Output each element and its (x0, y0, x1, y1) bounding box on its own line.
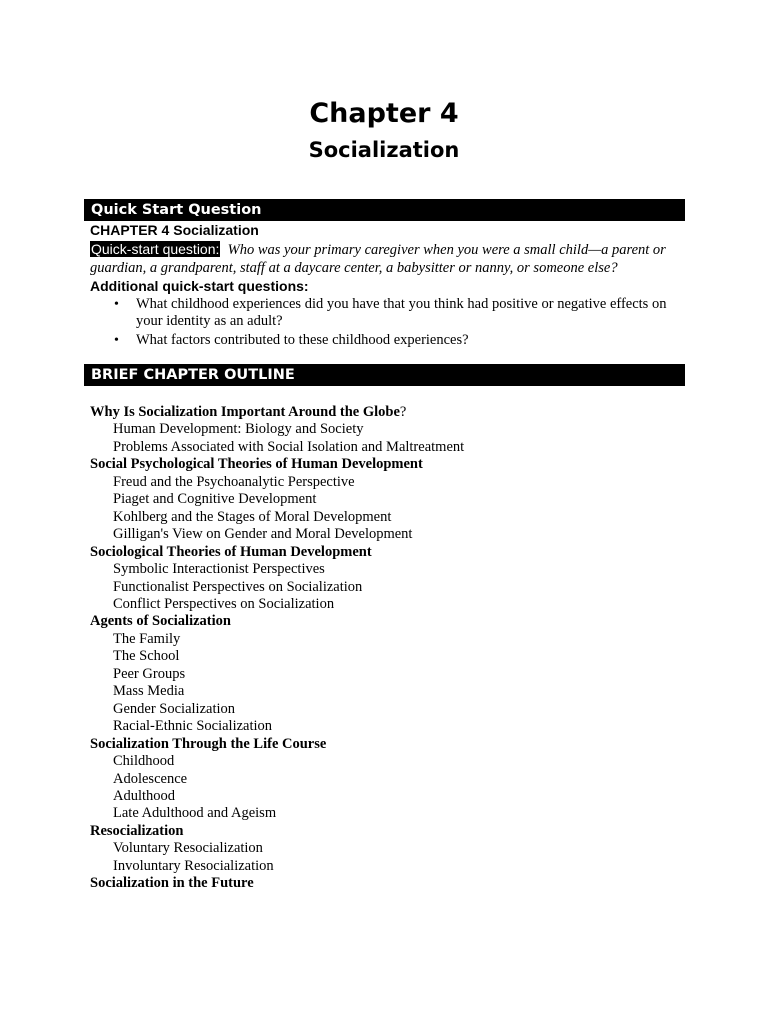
outline-item: Human Development: Biology and Society (113, 421, 364, 438)
outline-item: Mass Media (113, 683, 185, 700)
outline-item: Late Adulthood and Ageism (113, 805, 277, 822)
outline-item: Functionalist Perspectives on Socialization (113, 578, 363, 595)
outline-item: Conflict Perspectives on Socialization (113, 595, 335, 612)
outline-item: Adolescence (113, 770, 188, 787)
chapter-title: Chapter 4 (309, 98, 459, 129)
chapter-subtitle: Socialization (308, 138, 460, 162)
outline-section-heading: Socialization Through the Life Course (90, 735, 327, 752)
additional-questions-list (90, 296, 690, 349)
outline-section-heading: Agents of Socialization (90, 613, 231, 630)
list-item (90, 296, 690, 330)
quick-start-question-text: Who was your primary caregiver when you were a small child—a parent or guardian, a grandparent, staff at a daycare center, a babysitter or nanny, or someone else? (90, 242, 666, 276)
list-item (90, 332, 690, 349)
outline-section-heading: Socialization in the Future (90, 875, 254, 892)
outline-item: Childhood (113, 753, 175, 770)
outline-item: The School (113, 648, 180, 665)
bullet-icon: • (114, 297, 119, 312)
outline-item: Peer Groups (113, 665, 186, 682)
outline-item: The Family (113, 630, 181, 647)
outline-item: Freud and the Psychoanalytic Perspective (113, 473, 355, 490)
bullet-icon: • (114, 333, 119, 348)
outline-item: Kohlberg and the Stages of Moral Development (113, 508, 392, 525)
quick-start-label: Quick-start question: (91, 241, 220, 257)
quick-start-question (90, 240, 690, 277)
additional-questions-heading: Additional quick-start questions: (90, 278, 309, 294)
bullet-text: What childhood experiences did you have that you think had positive or negative effects on your identity as an adult? (136, 296, 667, 329)
quick-start-section (90, 221, 690, 351)
quick-start-chapter-heading: CHAPTER 4 Socialization (90, 222, 259, 238)
outline-section-heading: Social Psychological Theories of Human Development (90, 456, 423, 473)
outline-item: Voluntary Resocialization (113, 840, 263, 857)
outline-item: Involuntary Resocialization (113, 857, 274, 874)
outline-item: Adulthood (113, 787, 176, 804)
outline-item: Piaget and Cognitive Development (113, 491, 317, 508)
outline-item: Racial-Ethnic Socialization (113, 718, 273, 735)
outline-item: Symbolic Interactionist Perspectives (113, 561, 325, 578)
outline-section-heading: Sociological Theories of Human Development (90, 543, 372, 560)
quick-start-bar: Quick Start Question (84, 199, 685, 221)
outline-item: Problems Associated with Social Isolation and Maltreatment (113, 438, 465, 455)
outline-section-heading: Why Is Socialization Important Around the Globe? (90, 404, 407, 420)
outline-item: Gilligan's View on Gender and Moral Development (113, 526, 413, 543)
chapter-outline-bar: BRIEF CHAPTER OUTLINE (84, 364, 685, 386)
bullet-text: What factors contributed to these childhood experiences? (136, 332, 469, 348)
outline-section-heading: Resocialization (90, 822, 184, 839)
chapter-outline (90, 404, 690, 893)
outline-item: Gender Socialization (113, 700, 235, 717)
